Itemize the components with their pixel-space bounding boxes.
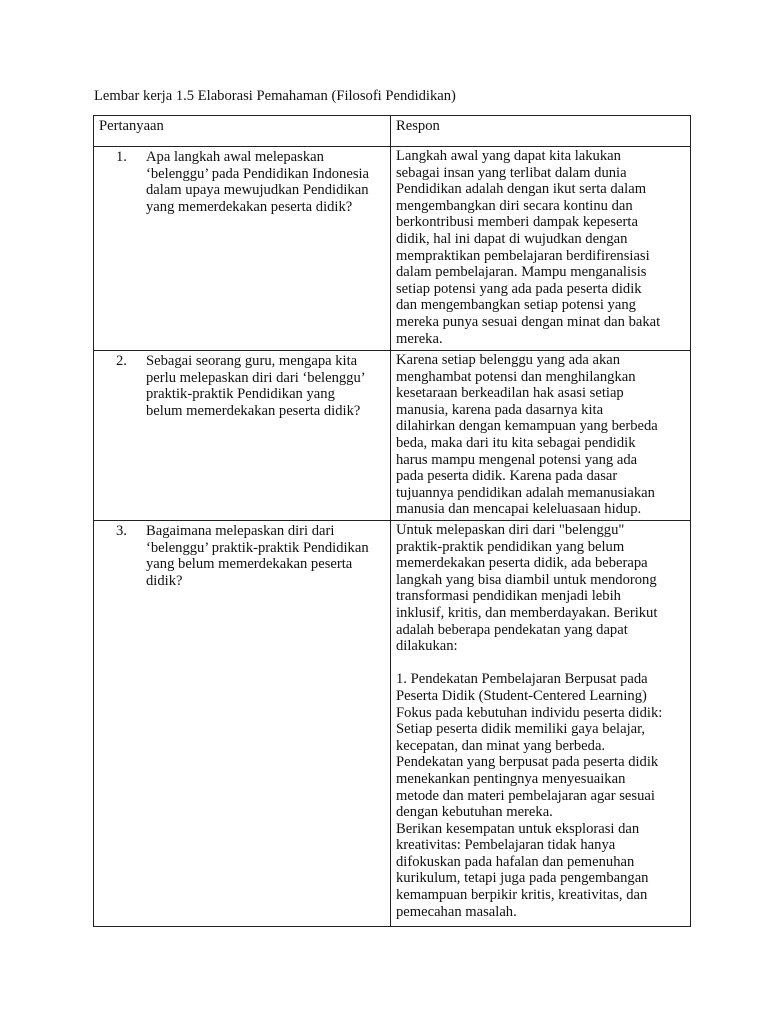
table-row: [94, 147, 691, 351]
question-line: praktik-praktik Pendidikan yang: [146, 386, 335, 403]
blank-line: [396, 655, 684, 672]
header-question: Pertanyaan: [94, 116, 391, 147]
question-line: belum memerdekakan peserta didik?: [146, 402, 361, 419]
response-line: setiap potensi yang ada pada peserta didik: [396, 280, 642, 297]
response-line: adalah beberapa pendekatan yang dapat: [396, 621, 628, 638]
response-line: praktik-praktik pendidikan yang belum: [396, 538, 625, 555]
response-line: kecepatan, dan minat yang berbeda.: [396, 737, 606, 754]
question-line: ‘belenggu’ pada Pendidikan Indonesia: [146, 165, 370, 182]
response-line: manusia, karena pada dasarnya kita: [396, 401, 604, 418]
question-line: Bagaimana melepaskan diri dari: [146, 523, 335, 539]
question-number: 1.: [116, 149, 127, 165]
response-line: didik, hal ini dapat di wujudkan dengan: [396, 230, 628, 247]
table-header-row: [94, 116, 691, 147]
response-line: Karena setiap belenggu yang ada akan: [396, 352, 621, 368]
response-line: 1. Pendekatan Pembelajaran Berpusat pada: [396, 671, 648, 688]
question-line: Apa langkah awal melepaskan: [146, 149, 324, 165]
response-line: mempraktikan pembelajaran berdifirensiasi: [396, 247, 650, 264]
response-line: Langkah awal yang dapat kita lakukan: [396, 148, 621, 164]
response-line: pemecahan masalah.: [396, 903, 517, 920]
response-line: metode dan materi pembelajaran agar sesuai: [396, 787, 655, 804]
response-line: kurikulum, tetapi juga pada pengembangan: [396, 870, 649, 887]
response-line: berkontribusi memberi dampak kepeserta: [396, 214, 638, 231]
response-line: sebagai insan yang terlibat dalam dunia: [396, 164, 627, 181]
response-line: difokuskan pada hafalan dan pemenuhan: [396, 853, 635, 870]
response-line: memerdekakan peserta didik, ada beberapa: [396, 555, 648, 572]
response-line: dengan kebutuhan mereka.: [396, 804, 553, 821]
response-cell: [391, 351, 691, 521]
response-line: dilakukan:: [396, 638, 458, 655]
response-line: Pendidikan adalah dengan ikut serta dalam: [396, 181, 647, 198]
response-line: Untuk melepaskan diri dari "belenggu": [396, 522, 625, 538]
response-line: langkah yang bisa diambil untuk mendorong: [396, 571, 657, 588]
page-title: Lembar kerja 1.5 Elaborasi Pemahaman (Filosofi Pendidikan): [94, 88, 456, 104]
response-line: tujuannya pendidikan adalah memanusiakan: [396, 484, 655, 501]
response-line: kreativitas: Pembelajaran tidak hanya: [396, 837, 616, 854]
response-line: Berikan kesempatan untuk eksplorasi dan: [396, 820, 640, 837]
question-line: ‘belenggu’ praktik-praktik Pendidikan: [146, 539, 369, 556]
question-number: 3.: [116, 523, 127, 539]
response-line: kemampuan berpikir kritis, kreativitas, dan: [396, 887, 648, 904]
question-text: [146, 149, 386, 215]
question-line: yang memerdekakan peserta didik?: [146, 198, 353, 215]
question-text: [146, 523, 386, 589]
response-line: transformasi pendidikan menjadi lebih: [396, 588, 621, 605]
response-line: manusia dan mencapai keleluasaan hidup.: [396, 501, 642, 518]
response-line: dilahirkan dengan kemampuan yang berbeda: [396, 418, 658, 435]
question-cell: [94, 351, 391, 521]
question-number: 2.: [116, 353, 127, 369]
worksheet-table: [93, 115, 691, 927]
response-line: menekankan pentingnya menyesuaikan: [396, 770, 626, 787]
response-line: dalam pembelajaran. Mampu menganalisis: [396, 264, 647, 281]
response-line: mereka punya sesuai dengan minat dan bakat: [396, 313, 661, 330]
response-line: beda, maka dari itu kita sebagai pendidik: [396, 434, 636, 451]
response-line: mereka.: [396, 330, 443, 347]
response-line: dan mengembangkan setiap potensi yang: [396, 297, 636, 314]
response-line: menghambat potensi dan menghilangkan: [396, 368, 636, 385]
question-line: dalam upaya mewujudkan Pendidikan: [146, 182, 369, 199]
response-line: Fokus pada kebutuhan individu peserta didik:: [396, 704, 663, 721]
question-line: Sebagai seorang guru, mengapa kita: [146, 353, 358, 369]
response-cell: [391, 521, 691, 927]
question-cell: [94, 147, 391, 351]
header-response: Respon: [391, 116, 691, 147]
response-line: Pendekatan yang berpusat pada peserta didik: [396, 754, 659, 771]
question-line: perlu melepaskan diri dari ‘belenggu’: [146, 369, 366, 386]
response-cell: [391, 147, 691, 351]
response-line: pada peserta didik. Karena pada dasar: [396, 468, 618, 485]
table-row: [94, 521, 691, 927]
response-line: harus mampu mengenal potensi yang ada: [396, 451, 638, 468]
question-text: [146, 353, 386, 419]
response-line: Peserta Didik (Student-Centered Learning): [396, 687, 647, 704]
response-line: Setiap peserta didik memiliki gaya belajar,: [396, 721, 646, 738]
question-line: didik?: [146, 572, 183, 589]
response-line: mengembangkan diri secara kontinu dan: [396, 197, 633, 214]
response-line: inklusif, kritis, dan memberdayakan. Berikut: [396, 604, 658, 621]
question-line: yang belum memerdekakan peserta: [146, 556, 353, 573]
question-cell: [94, 521, 391, 927]
table-row: [94, 351, 691, 521]
response-line: kesetaraan berkeadilan hak asasi setiap: [396, 385, 624, 402]
